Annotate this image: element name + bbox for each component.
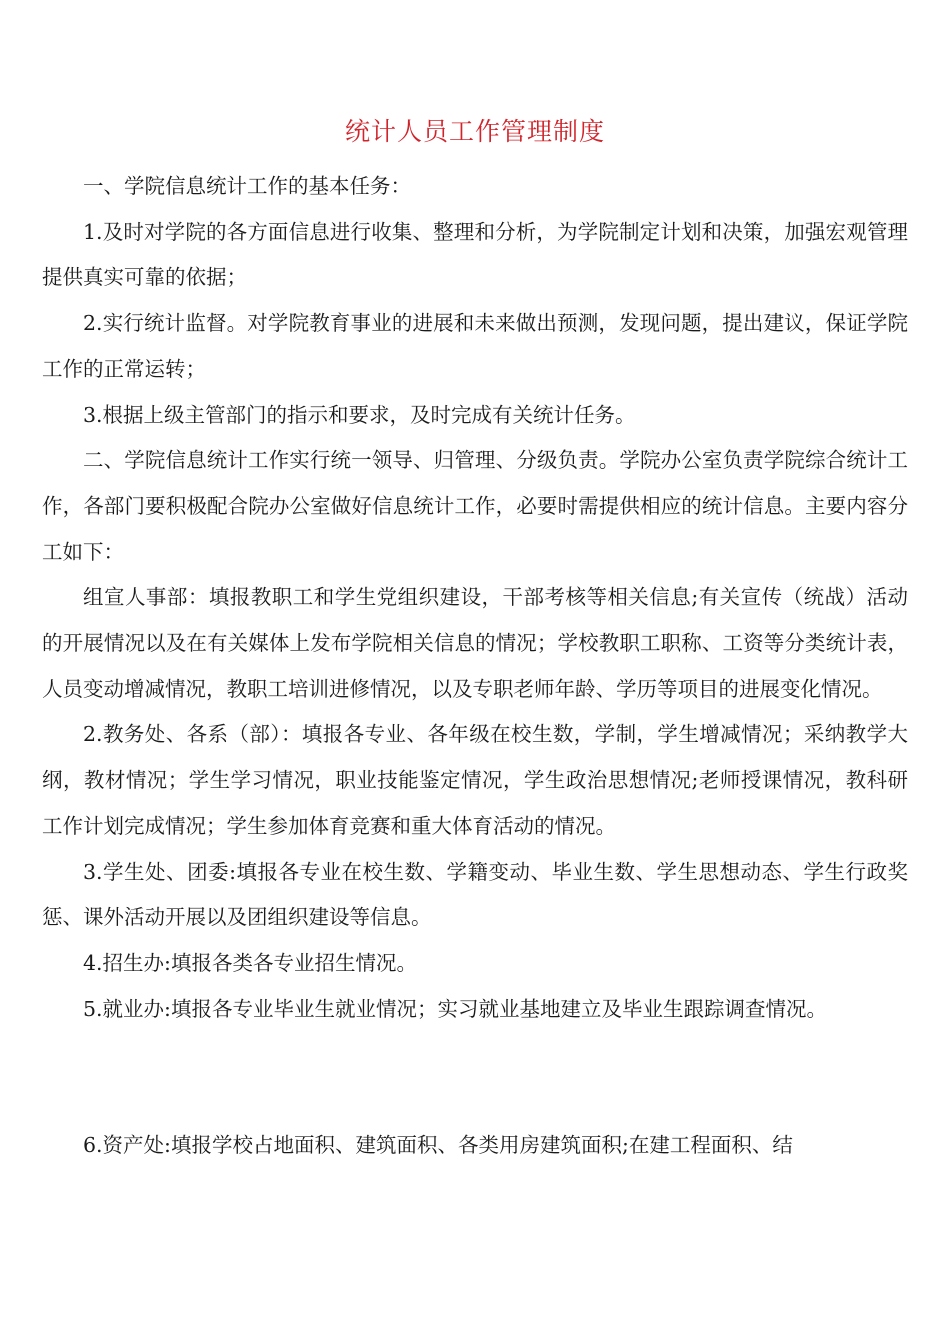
paragraph-management: 二、学院信息统计工作实行统一领导、归管理、分级负责。学院办公室负责学院综合统计工作，各部门要积极配合院办公室做好信息统计工作，必要时需提供相应的统计信息。主要内容分工如下： bbox=[42, 448, 908, 564]
paragraph-personnel-dept: 组宣人事部：填报教职工和学生党组织建设，干部考核等相关信息;有关宣传（统战）活动的开展情况以及在有关媒体上发布学院相关信息的情况；学校教职工职称、工资等分类统计表，人员变动增减情况，教职工培训进修情况，以及专职老师年龄、学历等项目的进展变化情况。 bbox=[42, 585, 908, 701]
paragraph-task-2: 2.实行统计监督。对学院教育事业的进展和未来做出预测，发现问题，提出建议，保证学院工作的正常运转； bbox=[42, 311, 908, 381]
paragraph-task-3: 3.根据上级主管部门的指示和要求，及时完成有关统计任务。 bbox=[83, 402, 636, 427]
paragraph-employment: 5.就业办:填报各专业毕业生就业情况；实习就业基地建立及毕业生跟踪调查情况。 bbox=[83, 996, 827, 1021]
document-body bbox=[42, 164, 908, 1169]
paragraph-task-heading: 一、学院信息统计工作的基本任务： bbox=[83, 174, 411, 198]
paragraph-task-1: 1.及时对学院的各方面信息进行收集、整理和分析，为学院制定计划和决策，加强宏观管理提供真实可靠的依据； bbox=[42, 219, 908, 290]
paragraph-admissions: 4.招生办:填报各类各专业招生情况。 bbox=[83, 950, 417, 975]
document-title: 统计人员工作管理制度 bbox=[344, 117, 605, 146]
paragraph-academic-affairs: 2.教务处、各系（部）：填报各专业、各年级在校生数，学制，学生增减情况；采纳教学大纲，教材情况；学生学习情况，职业技能鉴定情况，学生政治思想情况;老师授课情况，教科研工作计划完成情况；学生参加体育竞赛和重大体育活动的情况。 bbox=[42, 722, 908, 838]
paragraph-student-affairs: 3.学生处、团委:填报各专业在校生数、学籍变动、毕业生数、学生思想动态、学生行政奖惩、课外活动开展以及团组织建设等信息。 bbox=[42, 859, 908, 930]
paragraph-assets: 6.资产处:填报学校占地面积、建筑面积、各类用房建筑面积;在建工程面积、结 bbox=[83, 1133, 793, 1158]
